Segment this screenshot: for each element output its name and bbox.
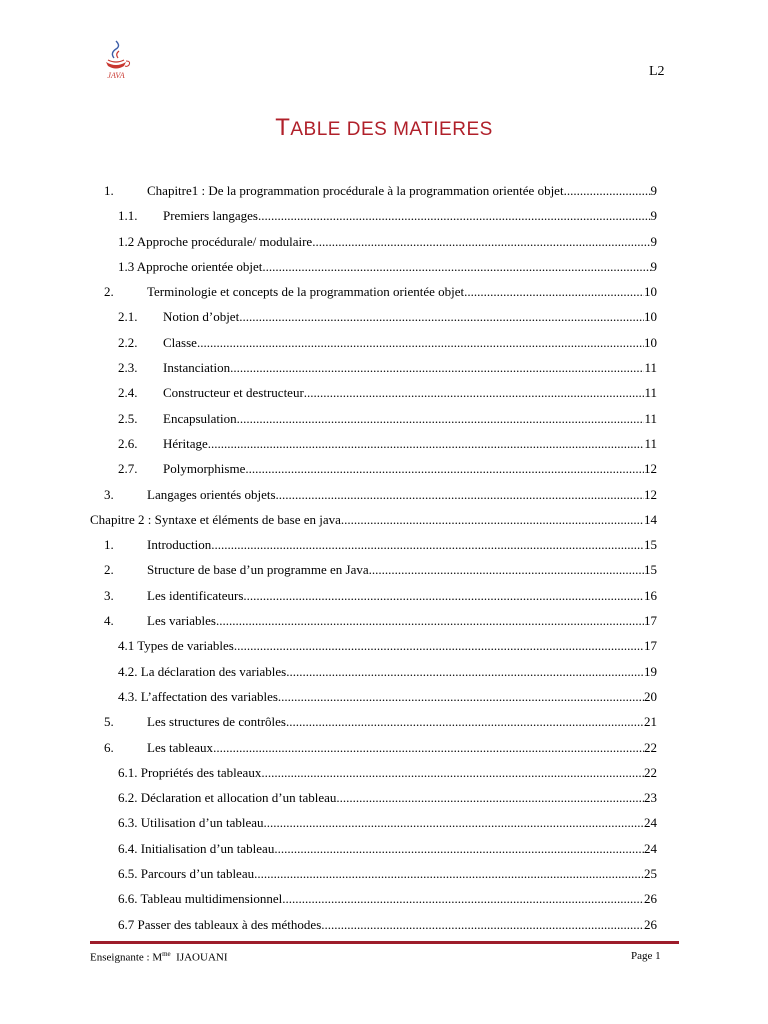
toc-entry[interactable] [90, 836, 657, 861]
toc-entry-number: 3. [104, 486, 114, 502]
toc-entry[interactable] [90, 456, 657, 481]
toc-entry-title: Les tableaux [147, 739, 214, 755]
java-logo-text: JAVA [107, 71, 125, 80]
toc-entry-title: Les identificateurs [147, 587, 244, 603]
toc-entry[interactable] [90, 229, 657, 254]
toc-dot-leader [258, 203, 651, 228]
toc-entry-title: Structure de base d’un programme en Java [147, 562, 369, 578]
toc-entry[interactable] [90, 760, 657, 785]
toc-dot-leader [369, 557, 644, 582]
toc-entry[interactable] [90, 684, 657, 709]
toc-entry-title: 4.1 Types de variables [118, 638, 234, 654]
toc-dot-leader [234, 633, 644, 658]
toc-entry-title: Classe [163, 334, 197, 350]
toc-dot-leader [278, 684, 644, 709]
toc-entry[interactable] [90, 557, 657, 582]
toc-dot-leader [197, 330, 644, 355]
toc-entry-title: 6.3. Utilisation d’un tableau [118, 815, 264, 831]
toc-entry-title: Encapsulation [163, 410, 237, 426]
toc-dot-leader [237, 406, 645, 431]
toc-entry-number: 6. [104, 739, 114, 755]
toc-entry[interactable] [90, 810, 657, 835]
toc-entry-number: 2. [104, 284, 114, 300]
toc-entry[interactable] [90, 482, 657, 507]
toc-entry-title: 6.7 Passer des tableaux à des méthodes [118, 916, 322, 932]
toc-entry[interactable] [90, 633, 657, 658]
toc-dot-leader [254, 861, 644, 886]
toc-entry[interactable] [90, 583, 657, 608]
toc-entry-page: 12 [644, 461, 657, 477]
toc-entry-page: 9 [650, 183, 657, 198]
toc-entry-page: 15 [644, 537, 657, 553]
toc-entry-number: 2.7. [118, 461, 138, 477]
toc-entry[interactable] [90, 203, 657, 228]
toc-entry-title: 4.2. La déclaration des variables [118, 663, 287, 679]
toc-entry-number: 3. [104, 587, 114, 603]
toc-entry[interactable] [90, 254, 657, 279]
toc-dot-leader [262, 254, 650, 279]
toc-entry-page: 21 [644, 714, 657, 730]
toc-entry-page: 16 [644, 587, 657, 603]
toc-entry-page: 10 [644, 284, 657, 300]
toc-entry-page: 14 [644, 511, 657, 527]
toc-entry[interactable] [90, 608, 657, 633]
toc-dot-leader [336, 785, 644, 810]
toc-entry-title: 6.2. Déclaration et allocation d’un tableau [118, 790, 337, 806]
toc-entry-title: Instanciation [163, 360, 231, 376]
toc-entry-page: 9 [650, 233, 657, 249]
toc-entry-title: Les structures de contrôles [147, 714, 286, 730]
toc-dot-leader [230, 355, 644, 380]
toc-entry-title: 1.3 Approche orientée objet [118, 258, 263, 274]
toc-entry[interactable] [90, 861, 657, 886]
toc-dot-leader [216, 608, 644, 633]
toc-entry-title: Notion d’objet [163, 309, 240, 325]
toc-dot-leader [341, 507, 644, 532]
toc-entry-title: Chapitre 2 : Syntaxe et éléments de base en java [90, 511, 341, 527]
toc-entry-title: 6.1. Propriétés des tableaux [118, 764, 262, 780]
footer-rule [90, 941, 679, 944]
toc-entry-page: 24 [644, 840, 657, 856]
toc-entry-number: 1. [104, 183, 114, 198]
toc-entry[interactable] [90, 304, 657, 329]
toc-entry-page: 12 [644, 486, 657, 502]
toc-entry-page: 9 [650, 258, 657, 274]
toc-entry-page: 23 [644, 790, 657, 806]
toc-dot-leader [286, 709, 644, 734]
toc-dot-leader [274, 836, 644, 861]
toc-entry-number: 2. [104, 562, 114, 578]
toc-dot-leader [243, 583, 644, 608]
toc-entry[interactable] [90, 279, 657, 304]
toc-dot-leader [321, 912, 644, 937]
toc-entry-page: 11 [644, 360, 657, 376]
toc-dot-leader [276, 482, 644, 507]
toc-entry-number: 2.3. [118, 360, 138, 376]
course-level: L2 [649, 64, 665, 79]
footer-page-number: Page 1 [631, 950, 661, 962]
toc-entry[interactable] [90, 380, 657, 405]
toc-entry-title: Chapitre1 : De la programmation procédurale à la programmation orientée objet [147, 183, 564, 198]
toc-entry[interactable] [90, 330, 657, 355]
toc-entry-number: 5. [104, 714, 114, 730]
toc-entry-page: 17 [644, 613, 657, 629]
toc-entry-page: 17 [644, 638, 657, 654]
toc-entry-page: 19 [644, 663, 657, 679]
toc-dot-leader [564, 178, 651, 203]
toc-entry-title: Les variables [147, 613, 216, 629]
toc-entry[interactable] [90, 886, 657, 911]
toc-entry-page: 25 [644, 866, 657, 882]
toc-dot-leader [312, 229, 650, 254]
toc-entry[interactable] [90, 355, 657, 380]
toc-entry-title: Constructeur et destructeur [163, 385, 304, 401]
toc-entry-page: 11 [644, 410, 657, 426]
toc-entry-page: 10 [644, 309, 657, 325]
toc-entry-page: 26 [644, 891, 657, 907]
toc-entry-title: 1.2 Approche procédurale/ modulaire [118, 233, 313, 249]
page-title: TABLE DES MATIERES [275, 114, 493, 141]
toc-entry-number: 2.4. [118, 385, 138, 401]
toc-entry-page: 11 [644, 385, 657, 401]
toc-dot-leader [464, 279, 644, 304]
toc-entry-number: 2.6. [118, 435, 138, 451]
toc-entry-number: 4. [104, 613, 114, 629]
toc-entry[interactable] [90, 709, 657, 734]
toc-entry-number: 2.1. [118, 309, 138, 325]
toc-entry-title: Langages orientés objets [147, 486, 276, 502]
java-logo [98, 38, 134, 80]
toc-entry-page: 11 [644, 435, 657, 451]
toc-entry-page: 22 [644, 764, 657, 780]
footer-author: Enseignante : $M^{me}$ IJAOUANI [90, 950, 228, 964]
toc-entry[interactable] [90, 406, 657, 431]
toc-entry-page: 15 [644, 562, 657, 578]
toc-entry[interactable] [90, 659, 657, 684]
toc-entry[interactable] [90, 431, 657, 456]
toc-dot-leader [261, 760, 644, 785]
toc-dot-leader [304, 380, 645, 405]
toc-dot-leader [211, 532, 644, 557]
toc-dot-leader [264, 810, 644, 835]
toc-entry-number: 2.2. [118, 334, 138, 350]
toc-dot-leader [286, 659, 644, 684]
toc-entry-page: 20 [644, 688, 657, 704]
toc-entry-title: 6.4. Initialisation d’un tableau [118, 840, 275, 856]
toc-entry-title: Premiers langages [163, 208, 258, 224]
toc-dot-leader [239, 304, 644, 329]
toc-entry-title: Héritage [163, 435, 208, 451]
toc-entry[interactable] [90, 735, 657, 760]
toc-dot-leader [213, 735, 644, 760]
toc-dot-leader [245, 456, 644, 481]
toc-entry-page: 24 [644, 815, 657, 831]
toc-entry-title: Polymorphisme [163, 461, 246, 477]
toc-entry-page: 26 [644, 916, 657, 932]
toc-entry[interactable] [90, 785, 657, 810]
toc-dot-leader [282, 886, 644, 911]
toc-entry-title: 6.6. Tableau multidimensionnel [118, 891, 283, 907]
toc-entry-number: 1. [104, 537, 114, 553]
toc-entry-title: 6.5. Parcours d’un tableau [118, 866, 255, 882]
toc-entry-title: Terminologie et concepts de la programmation orientée objet [147, 284, 465, 300]
toc-entry-number: 2.5. [118, 410, 138, 426]
toc-entry[interactable] [90, 912, 657, 937]
toc-entry-title: 4.3. L’affectation des variables [118, 688, 278, 704]
toc-entry-title: Introduction [147, 537, 212, 553]
toc-entry[interactable] [90, 532, 657, 557]
toc-dot-leader [208, 431, 645, 456]
toc-entry-page: 9 [650, 208, 657, 224]
toc-entry-page: 22 [644, 739, 657, 755]
table-of-contents [90, 178, 657, 937]
toc-entry-page: 10 [644, 334, 657, 350]
toc-entry[interactable] [90, 178, 657, 203]
toc-entry-number: 1.1. [118, 208, 138, 224]
toc-entry[interactable] [90, 507, 657, 532]
